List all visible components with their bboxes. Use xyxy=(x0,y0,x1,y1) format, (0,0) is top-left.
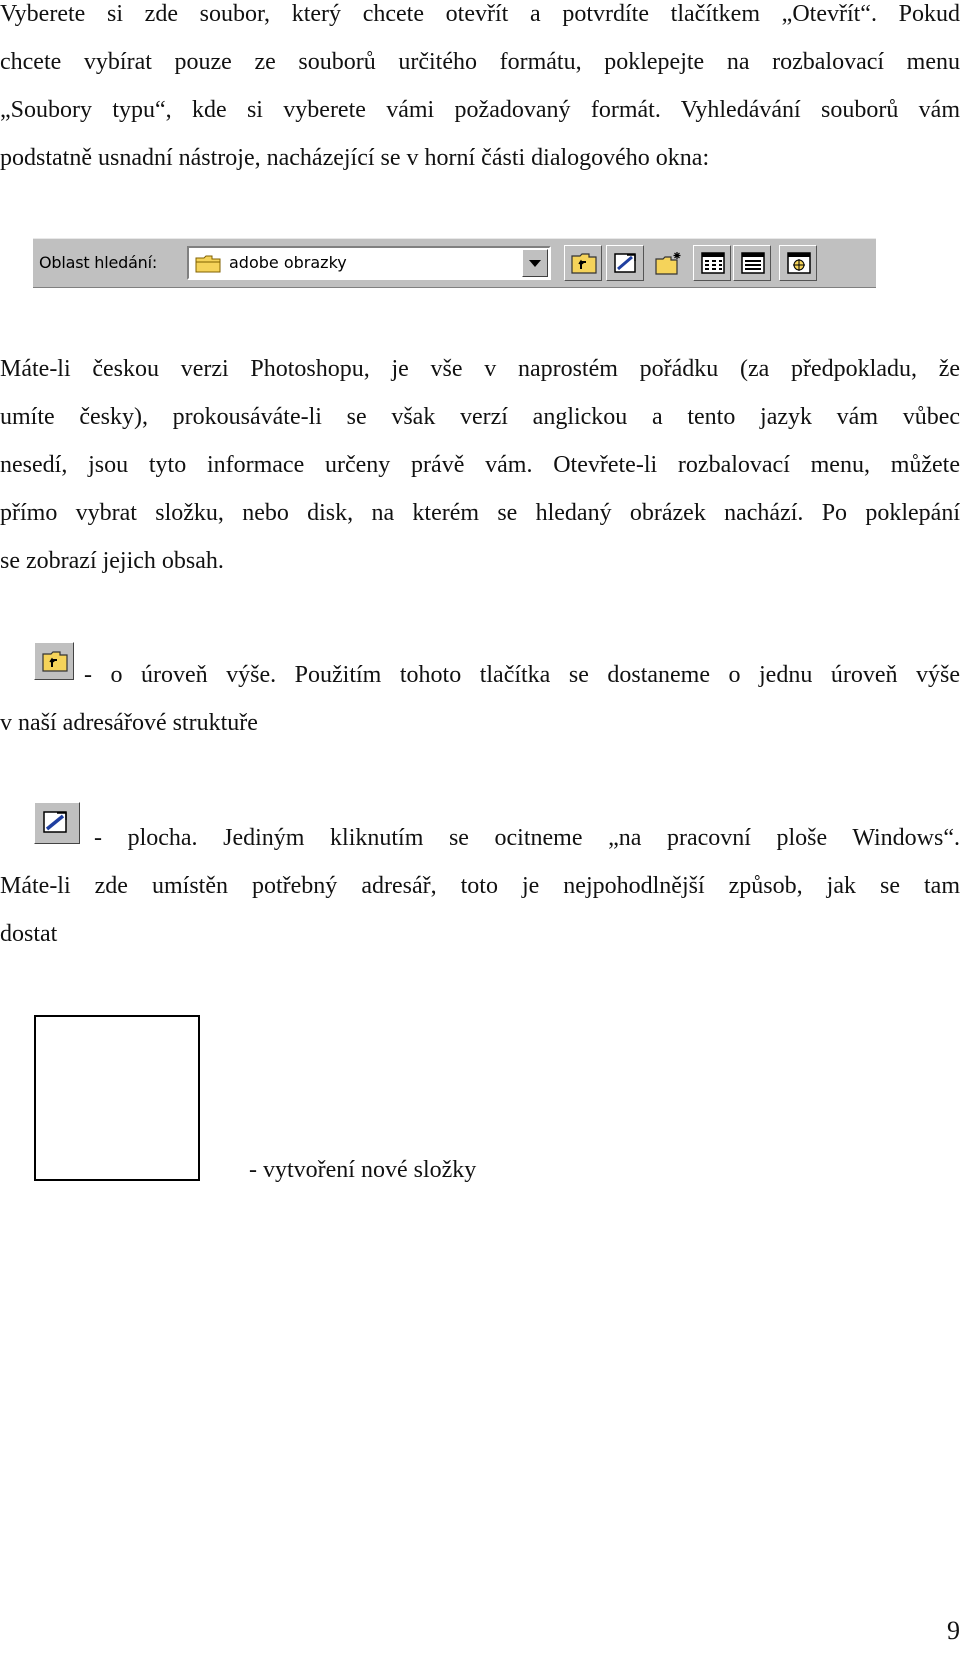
up-level-line-1 xyxy=(0,651,960,699)
czech-version-paragraph xyxy=(0,345,960,585)
intro-line-4: podstatně usnadní nástroje, nacházející se v horní části dialogového okna: xyxy=(0,145,710,171)
chevron-down-icon xyxy=(523,250,547,276)
folder-icon xyxy=(195,255,221,277)
details-view-icon xyxy=(740,251,766,275)
intro-paragraph xyxy=(0,0,960,182)
list-view-icon xyxy=(700,251,726,275)
details-view-button[interactable] xyxy=(733,245,771,281)
list-view-button[interactable] xyxy=(693,245,731,281)
up-one-level-icon xyxy=(571,251,597,275)
para2-line-3: nesedí, jsou tyto informace určeny právě vám. Otevřete-li rozbalovací menu, můžete xyxy=(0,452,960,478)
new-folder-button[interactable] xyxy=(648,245,686,281)
para2-line-1: Máte-li českou verzi Photoshopu, je vše v naprostém pořádku (za předpokladu, že xyxy=(0,356,960,382)
new-folder-image-placeholder xyxy=(34,1015,200,1181)
look-in-dropdown[interactable] xyxy=(187,246,551,280)
properties-button[interactable] xyxy=(779,245,817,281)
intro-line-1: Vyberete si zde soubor, který chcete otevřít a potvrdíte tlačítkem „Otevřít“. Pokud xyxy=(0,1,960,27)
para2-line-5: se zobrazí jejich obsah. xyxy=(0,548,224,574)
up-one-level-button[interactable] xyxy=(564,245,602,281)
up-level-line-2: v naší adresářové struktuře xyxy=(0,710,258,736)
desktop-icon xyxy=(613,251,639,275)
intro-line-3: „Soubory typu“, kde si vyberete vámi požadovaný formát. Vyhledávání souborů vám xyxy=(0,97,960,123)
new-folder-caption: - vytvoření nové složky xyxy=(249,1157,477,1183)
page-number: 9 xyxy=(947,1616,960,1645)
desktop-description xyxy=(0,814,960,958)
para2-line-2: umíte česky), prokousáváte-li se však verzí anglickou a tento jazyk vám vůbec xyxy=(0,404,960,430)
dropdown-arrow-button[interactable] xyxy=(522,249,548,277)
up-level-description xyxy=(0,651,960,747)
desktop-button[interactable] xyxy=(606,245,644,281)
properties-icon xyxy=(786,251,812,275)
para2-line-4: přímo vybrat složku, nebo disk, na kterém se hledaný obrázek nachází. Po poklepání xyxy=(0,500,960,526)
desktop-line-1-text: - plocha. Jediným kliknutím se ocitneme „na pracovní ploše Windows“. xyxy=(94,825,960,851)
up-level-line-1-text: - o úroveň výše. Použitím tohoto tlačítka se dostaneme o jednu úroveň výše xyxy=(84,662,960,688)
new-folder-icon xyxy=(655,251,683,277)
intro-line-2: chcete vybírat pouze ze souborů určitého formátu, poklepejte na rozbalovací menu xyxy=(0,49,960,75)
desktop-line-1 xyxy=(0,814,960,862)
dialog-toolbar xyxy=(33,238,876,288)
look-in-value: adobe obrazky xyxy=(229,253,347,272)
desktop-line-3: dostat xyxy=(0,921,58,947)
desktop-line-2: Máte-li zde umístěn potřebný adresář, toto je nejpohodlnější způsob, jak se tam xyxy=(0,873,960,899)
look-in-label: Oblast hledání: xyxy=(39,253,158,272)
